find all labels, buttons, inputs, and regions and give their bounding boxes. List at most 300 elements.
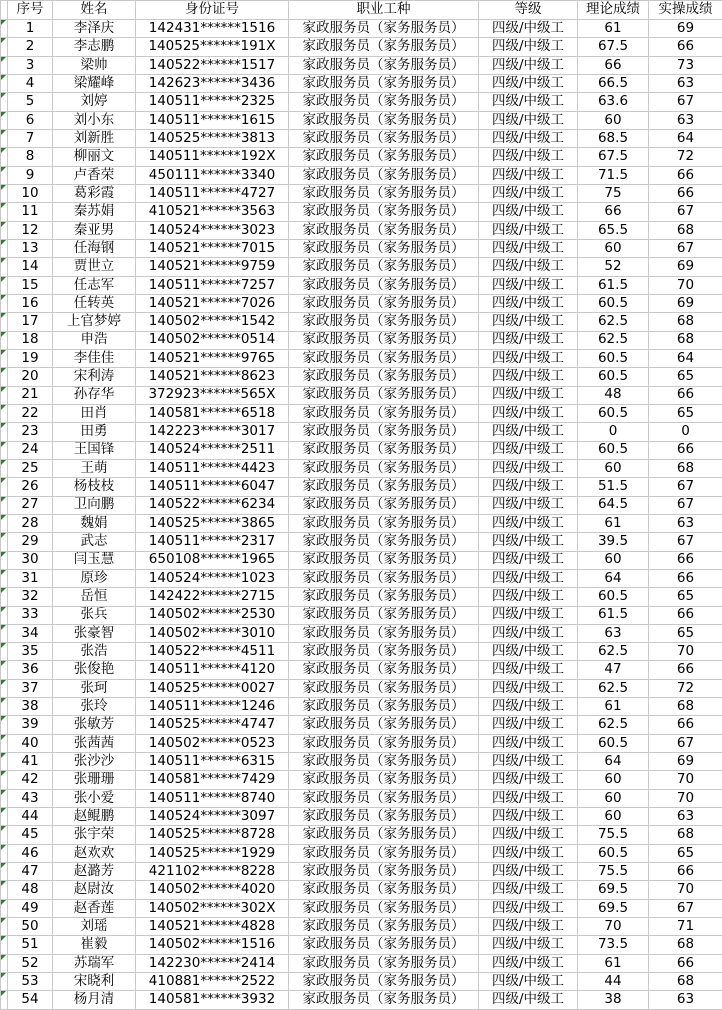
cell-no[interactable]: 27 (8, 496, 53, 514)
cell-theory[interactable]: 61 (578, 514, 649, 532)
cell-no[interactable]: 29 (8, 533, 53, 551)
cell-no[interactable]: 24 (8, 441, 53, 459)
cell-id[interactable]: 140511******6315 (136, 753, 289, 771)
cell-occupation[interactable]: 家政服务员（家务服务员） (289, 533, 479, 551)
cell-id[interactable]: 140521******9759 (136, 258, 289, 276)
cell-occupation[interactable]: 家政服务员（家务服务员） (289, 973, 479, 991)
cell-theory[interactable]: 66 (578, 203, 649, 221)
cell-id[interactable]: 140511******1246 (136, 698, 289, 716)
cell-practical[interactable]: 69 (649, 258, 722, 276)
cell-level[interactable]: 四级/中级工 (479, 331, 578, 349)
cell-theory[interactable]: 75.5 (578, 826, 649, 844)
cell-level[interactable]: 四级/中级工 (479, 588, 578, 606)
cell-occupation[interactable]: 家政服务员（家务服务员） (289, 331, 479, 349)
cell-id[interactable]: 140511******6047 (136, 478, 289, 496)
cell-level[interactable]: 四级/中级工 (479, 606, 578, 624)
cell-id[interactable]: 140521******9765 (136, 349, 289, 367)
cell-level[interactable]: 四级/中级工 (479, 569, 578, 587)
cell-name[interactable]: 梁耀峰 (53, 74, 136, 92)
cell-id[interactable]: 142230******2414 (136, 954, 289, 972)
cell-no[interactable]: 30 (8, 551, 53, 569)
cell-theory[interactable]: 52 (578, 258, 649, 276)
cell-name[interactable]: 赵欢欢 (53, 844, 136, 862)
cell-name[interactable]: 张敏芳 (53, 716, 136, 734)
cell-name[interactable]: 卫向鹏 (53, 496, 136, 514)
cell-practical[interactable]: 66 (649, 954, 722, 972)
cell-occupation[interactable]: 家政服务员（家务服务员） (289, 826, 479, 844)
cell-practical[interactable]: 63 (649, 808, 722, 826)
cell-theory[interactable]: 60.5 (578, 349, 649, 367)
cell-practical[interactable]: 66 (649, 863, 722, 881)
cell-id[interactable]: 140581******6518 (136, 404, 289, 422)
cell-id[interactable]: 140522******6234 (136, 496, 289, 514)
cell-name[interactable]: 张宇荣 (53, 826, 136, 844)
cell-theory[interactable]: 60.5 (578, 844, 649, 862)
cell-practical[interactable]: 68 (649, 973, 722, 991)
cell-theory[interactable]: 61 (578, 698, 649, 716)
cell-id[interactable]: 140502******1516 (136, 936, 289, 954)
cell-name[interactable]: 卢香荣 (53, 166, 136, 184)
cell-level[interactable]: 四级/中级工 (479, 111, 578, 129)
cell-level[interactable]: 四级/中级工 (479, 899, 578, 917)
cell-practical[interactable]: 64 (649, 129, 722, 147)
cell-occupation[interactable]: 家政服务员（家务服务员） (289, 808, 479, 826)
cell-level[interactable]: 四级/中级工 (479, 258, 578, 276)
cell-occupation[interactable]: 家政服务员（家务服务员） (289, 20, 479, 38)
cell-name[interactable]: 张沙沙 (53, 753, 136, 771)
cell-name[interactable]: 张俊艳 (53, 661, 136, 679)
cell-practical[interactable]: 69 (649, 753, 722, 771)
cell-name[interactable]: 刘瑶 (53, 918, 136, 936)
cell-name[interactable]: 贾世立 (53, 258, 136, 276)
cell-theory[interactable]: 73.5 (578, 936, 649, 954)
cell-id[interactable]: 140581******7429 (136, 771, 289, 789)
cell-no[interactable]: 10 (8, 184, 53, 202)
cell-theory[interactable]: 66 (578, 56, 649, 74)
cell-occupation[interactable]: 家政服务员（家务服务员） (289, 294, 479, 312)
cell-practical[interactable]: 66 (649, 166, 722, 184)
cell-level[interactable]: 四级/中级工 (479, 459, 578, 477)
cell-practical[interactable]: 70 (649, 276, 722, 294)
cell-level[interactable]: 四级/中级工 (479, 349, 578, 367)
cell-theory[interactable]: 39.5 (578, 533, 649, 551)
cell-practical[interactable]: 68 (649, 826, 722, 844)
cell-practical[interactable]: 64 (649, 349, 722, 367)
cell-occupation[interactable]: 家政服务员（家务服务员） (289, 918, 479, 936)
cell-level[interactable]: 四级/中级工 (479, 166, 578, 184)
cell-theory[interactable]: 69.5 (578, 881, 649, 899)
cell-occupation[interactable]: 家政服务员（家务服务员） (289, 184, 479, 202)
cell-practical[interactable]: 65 (649, 404, 722, 422)
cell-theory[interactable]: 60 (578, 239, 649, 257)
cell-practical[interactable]: 71 (649, 918, 722, 936)
cell-level[interactable]: 四级/中级工 (479, 734, 578, 752)
cell-name[interactable]: 赵鲲鹏 (53, 808, 136, 826)
cell-id[interactable]: 410881******2522 (136, 973, 289, 991)
cell-occupation[interactable]: 家政服务员（家务服务员） (289, 991, 479, 1009)
cell-theory[interactable]: 62.5 (578, 643, 649, 661)
cell-id[interactable]: 140522******1517 (136, 56, 289, 74)
cell-theory[interactable]: 48 (578, 386, 649, 404)
cell-theory[interactable]: 60.5 (578, 294, 649, 312)
cell-name[interactable]: 武志 (53, 533, 136, 551)
cell-practical[interactable]: 65 (649, 368, 722, 386)
cell-theory[interactable]: 60 (578, 551, 649, 569)
cell-theory[interactable]: 51.5 (578, 478, 649, 496)
cell-practical[interactable]: 67 (649, 496, 722, 514)
cell-occupation[interactable]: 家政服务员（家务服务员） (289, 349, 479, 367)
cell-no[interactable]: 11 (8, 203, 53, 221)
cell-theory[interactable]: 44 (578, 973, 649, 991)
cell-occupation[interactable]: 家政服务员（家务服务员） (289, 624, 479, 642)
cell-no[interactable]: 9 (8, 166, 53, 184)
cell-name[interactable]: 李泽庆 (53, 20, 136, 38)
cell-id[interactable]: 450111******3340 (136, 166, 289, 184)
cell-theory[interactable]: 75 (578, 184, 649, 202)
cell-theory[interactable]: 68.5 (578, 129, 649, 147)
cell-theory[interactable]: 60.5 (578, 588, 649, 606)
cell-no[interactable]: 16 (8, 294, 53, 312)
cell-practical[interactable]: 69 (649, 294, 722, 312)
cell-level[interactable]: 四级/中级工 (479, 533, 578, 551)
cell-no[interactable]: 46 (8, 844, 53, 862)
cell-no[interactable]: 17 (8, 313, 53, 331)
cell-name[interactable]: 葛彩霞 (53, 184, 136, 202)
cell-name[interactable]: 梁帅 (53, 56, 136, 74)
cell-theory[interactable]: 67.5 (578, 38, 649, 56)
cell-id[interactable]: 140502******4020 (136, 881, 289, 899)
cell-id[interactable]: 140521******4828 (136, 918, 289, 936)
cell-occupation[interactable]: 家政服务员（家务服务员） (289, 588, 479, 606)
cell-name[interactable]: 王萌 (53, 459, 136, 477)
cell-name[interactable]: 张兵 (53, 606, 136, 624)
cell-occupation[interactable]: 家政服务员（家务服务员） (289, 954, 479, 972)
cell-level[interactable]: 四级/中级工 (479, 184, 578, 202)
cell-occupation[interactable]: 家政服务员（家务服务员） (289, 56, 479, 74)
cell-occupation[interactable]: 家政服务员（家务服务员） (289, 276, 479, 294)
cell-theory[interactable]: 63 (578, 624, 649, 642)
cell-occupation[interactable]: 家政服务员（家务服务员） (289, 496, 479, 514)
cell-no[interactable]: 33 (8, 606, 53, 624)
cell-level[interactable]: 四级/中级工 (479, 753, 578, 771)
cell-id[interactable]: 421102******8228 (136, 863, 289, 881)
cell-no[interactable]: 43 (8, 789, 53, 807)
cell-no[interactable]: 5 (8, 93, 53, 111)
cell-no[interactable]: 23 (8, 423, 53, 441)
cell-theory[interactable]: 60.5 (578, 368, 649, 386)
cell-no[interactable]: 53 (8, 973, 53, 991)
cell-name[interactable]: 张珊珊 (53, 771, 136, 789)
cell-occupation[interactable]: 家政服务员（家务服务员） (289, 863, 479, 881)
cell-occupation[interactable]: 家政服务员（家务服务员） (289, 239, 479, 257)
cell-occupation[interactable]: 家政服务员（家务服务员） (289, 661, 479, 679)
cell-level[interactable]: 四级/中级工 (479, 74, 578, 92)
cell-theory[interactable]: 60.5 (578, 404, 649, 422)
cell-no[interactable]: 52 (8, 954, 53, 972)
cell-id[interactable]: 140511******4423 (136, 459, 289, 477)
cell-practical[interactable]: 67 (649, 899, 722, 917)
cell-level[interactable]: 四级/中级工 (479, 698, 578, 716)
cell-theory[interactable]: 71.5 (578, 166, 649, 184)
cell-level[interactable]: 四级/中级工 (479, 423, 578, 441)
cell-id[interactable]: 140511******4727 (136, 184, 289, 202)
cell-level[interactable]: 四级/中级工 (479, 808, 578, 826)
cell-theory[interactable]: 62.5 (578, 313, 649, 331)
cell-practical[interactable]: 70 (649, 771, 722, 789)
cell-name[interactable]: 任海钢 (53, 239, 136, 257)
cell-level[interactable]: 四级/中级工 (479, 771, 578, 789)
cell-theory[interactable]: 75.5 (578, 863, 649, 881)
cell-practical[interactable]: 67 (649, 239, 722, 257)
cell-id[interactable]: 140502******1542 (136, 313, 289, 331)
cell-name[interactable]: 杨枝枝 (53, 478, 136, 496)
cell-no[interactable]: 45 (8, 826, 53, 844)
cell-no[interactable]: 28 (8, 514, 53, 532)
cell-level[interactable]: 四级/中级工 (479, 203, 578, 221)
cell-practical[interactable]: 63 (649, 74, 722, 92)
cell-no[interactable]: 49 (8, 899, 53, 917)
cell-theory[interactable]: 62.5 (578, 331, 649, 349)
cell-practical[interactable]: 65 (649, 588, 722, 606)
cell-theory[interactable]: 61 (578, 954, 649, 972)
cell-practical[interactable]: 67 (649, 533, 722, 551)
cell-name[interactable]: 上官梦婷 (53, 313, 136, 331)
cell-id[interactable]: 140502******2530 (136, 606, 289, 624)
cell-no[interactable]: 7 (8, 129, 53, 147)
cell-name[interactable]: 柳丽文 (53, 148, 136, 166)
cell-no[interactable]: 48 (8, 881, 53, 899)
cell-level[interactable]: 四级/中级工 (479, 936, 578, 954)
cell-practical[interactable]: 70 (649, 643, 722, 661)
cell-id[interactable]: 140521******7026 (136, 294, 289, 312)
cell-practical[interactable]: 68 (649, 331, 722, 349)
cell-occupation[interactable]: 家政服务员（家务服务员） (289, 698, 479, 716)
cell-no[interactable]: 32 (8, 588, 53, 606)
cell-occupation[interactable]: 家政服务员（家务服务员） (289, 716, 479, 734)
cell-name[interactable]: 宋晓利 (53, 973, 136, 991)
cell-name[interactable]: 王国锋 (53, 441, 136, 459)
cell-theory[interactable]: 0 (578, 423, 649, 441)
cell-id[interactable]: 372923******565X (136, 386, 289, 404)
cell-no[interactable]: 40 (8, 734, 53, 752)
cell-occupation[interactable]: 家政服务员（家务服务员） (289, 844, 479, 862)
cell-practical[interactable]: 66 (649, 606, 722, 624)
cell-practical[interactable]: 65 (649, 624, 722, 642)
cell-occupation[interactable]: 家政服务员（家务服务员） (289, 753, 479, 771)
cell-level[interactable]: 四级/中级工 (479, 148, 578, 166)
cell-occupation[interactable]: 家政服务员（家务服务员） (289, 441, 479, 459)
cell-level[interactable]: 四级/中级工 (479, 386, 578, 404)
cell-id[interactable]: 140525******4747 (136, 716, 289, 734)
cell-name[interactable]: 刘新胜 (53, 129, 136, 147)
cell-name[interactable]: 宋利涛 (53, 368, 136, 386)
cell-theory[interactable]: 60 (578, 771, 649, 789)
cell-name[interactable]: 任志军 (53, 276, 136, 294)
cell-occupation[interactable]: 家政服务员（家务服务员） (289, 606, 479, 624)
cell-name[interactable]: 闫玉慧 (53, 551, 136, 569)
cell-id[interactable]: 140511******192X (136, 148, 289, 166)
cell-level[interactable]: 四级/中级工 (479, 221, 578, 239)
cell-theory[interactable]: 70 (578, 918, 649, 936)
cell-id[interactable]: 140511******1615 (136, 111, 289, 129)
cell-no[interactable]: 31 (8, 569, 53, 587)
cell-no[interactable]: 41 (8, 753, 53, 771)
cell-occupation[interactable]: 家政服务员（家务服务员） (289, 643, 479, 661)
cell-level[interactable]: 四级/中级工 (479, 991, 578, 1009)
cell-name[interactable]: 孙存华 (53, 386, 136, 404)
cell-practical[interactable]: 70 (649, 789, 722, 807)
cell-practical[interactable]: 65 (649, 844, 722, 862)
cell-level[interactable]: 四级/中级工 (479, 954, 578, 972)
cell-id[interactable]: 140502******0523 (136, 734, 289, 752)
cell-occupation[interactable]: 家政服务员（家务服务员） (289, 166, 479, 184)
cell-theory[interactable]: 60.5 (578, 441, 649, 459)
cell-level[interactable]: 四级/中级工 (479, 863, 578, 881)
cell-theory[interactable]: 60 (578, 111, 649, 129)
cell-no[interactable]: 14 (8, 258, 53, 276)
cell-level[interactable]: 四级/中级工 (479, 624, 578, 642)
cell-id[interactable]: 140522******4511 (136, 643, 289, 661)
cell-id[interactable]: 140521******7015 (136, 239, 289, 257)
cell-practical[interactable]: 68 (649, 221, 722, 239)
cell-occupation[interactable]: 家政服务员（家务服务员） (289, 93, 479, 111)
cell-id[interactable]: 140525******3813 (136, 129, 289, 147)
cell-occupation[interactable]: 家政服务员（家务服务员） (289, 74, 479, 92)
cell-practical[interactable]: 66 (649, 551, 722, 569)
cell-occupation[interactable]: 家政服务员（家务服务员） (289, 423, 479, 441)
cell-no[interactable]: 4 (8, 74, 53, 92)
cell-name[interactable]: 刘小东 (53, 111, 136, 129)
cell-no[interactable]: 21 (8, 386, 53, 404)
cell-theory[interactable]: 47 (578, 661, 649, 679)
cell-name[interactable]: 秦苏娟 (53, 203, 136, 221)
cell-name[interactable]: 刘婷 (53, 93, 136, 111)
cell-theory[interactable]: 69.5 (578, 899, 649, 917)
cell-name[interactable]: 申浩 (53, 331, 136, 349)
cell-no[interactable]: 36 (8, 661, 53, 679)
cell-id[interactable]: 140511******2325 (136, 93, 289, 111)
cell-id[interactable]: 410521******3563 (136, 203, 289, 221)
cell-no[interactable]: 15 (8, 276, 53, 294)
cell-occupation[interactable]: 家政服务员（家务服务员） (289, 514, 479, 532)
cell-theory[interactable]: 64.5 (578, 496, 649, 514)
cell-theory[interactable]: 64 (578, 569, 649, 587)
cell-id[interactable]: 140511******8740 (136, 789, 289, 807)
cell-name[interactable]: 田肖 (53, 404, 136, 422)
cell-practical[interactable]: 68 (649, 313, 722, 331)
cell-id[interactable]: 650108******1965 (136, 551, 289, 569)
cell-no[interactable]: 6 (8, 111, 53, 129)
cell-practical[interactable]: 72 (649, 679, 722, 697)
cell-practical[interactable]: 66 (649, 38, 722, 56)
cell-level[interactable]: 四级/中级工 (479, 129, 578, 147)
cell-occupation[interactable]: 家政服务员（家务服务员） (289, 38, 479, 56)
cell-theory[interactable]: 38 (578, 991, 649, 1009)
cell-occupation[interactable]: 家政服务员（家务服务员） (289, 129, 479, 147)
cell-level[interactable]: 四级/中级工 (479, 514, 578, 532)
cell-name[interactable]: 崔毅 (53, 936, 136, 954)
cell-practical[interactable]: 67 (649, 734, 722, 752)
cell-occupation[interactable]: 家政服务员（家务服务员） (289, 569, 479, 587)
cell-id[interactable]: 140502******0514 (136, 331, 289, 349)
cell-no[interactable]: 19 (8, 349, 53, 367)
cell-id[interactable]: 142422******2715 (136, 588, 289, 606)
cell-practical[interactable]: 0 (649, 423, 722, 441)
cell-no[interactable]: 20 (8, 368, 53, 386)
cell-no[interactable]: 2 (8, 38, 53, 56)
cell-theory[interactable]: 64 (578, 753, 649, 771)
cell-practical[interactable]: 73 (649, 56, 722, 74)
cell-id[interactable]: 142223******3017 (136, 423, 289, 441)
cell-name[interactable]: 秦亚男 (53, 221, 136, 239)
cell-no[interactable]: 38 (8, 698, 53, 716)
cell-name[interactable]: 魏娟 (53, 514, 136, 532)
cell-name[interactable]: 岳恒 (53, 588, 136, 606)
cell-id[interactable]: 140511******4120 (136, 661, 289, 679)
cell-no[interactable]: 50 (8, 918, 53, 936)
cell-level[interactable]: 四级/中级工 (479, 826, 578, 844)
cell-no[interactable]: 51 (8, 936, 53, 954)
cell-id[interactable]: 142623******3436 (136, 74, 289, 92)
cell-name[interactable]: 李志鹏 (53, 38, 136, 56)
cell-theory[interactable]: 65.5 (578, 221, 649, 239)
cell-practical[interactable]: 67 (649, 478, 722, 496)
cell-occupation[interactable]: 家政服务员（家务服务员） (289, 221, 479, 239)
cell-practical[interactable]: 68 (649, 459, 722, 477)
cell-id[interactable]: 140525******8728 (136, 826, 289, 844)
cell-practical[interactable]: 68 (649, 698, 722, 716)
cell-level[interactable]: 四级/中级工 (479, 404, 578, 422)
cell-name[interactable]: 赵潞芳 (53, 863, 136, 881)
cell-no[interactable]: 25 (8, 459, 53, 477)
cell-theory[interactable]: 60 (578, 459, 649, 477)
cell-name[interactable]: 苏瑞军 (53, 954, 136, 972)
cell-no[interactable]: 8 (8, 148, 53, 166)
cell-level[interactable]: 四级/中级工 (479, 789, 578, 807)
cell-theory[interactable]: 61.5 (578, 606, 649, 624)
cell-occupation[interactable]: 家政服务员（家务服务员） (289, 148, 479, 166)
cell-level[interactable]: 四级/中级工 (479, 56, 578, 74)
cell-no[interactable]: 12 (8, 221, 53, 239)
cell-theory[interactable]: 60 (578, 789, 649, 807)
cell-theory[interactable]: 62.5 (578, 716, 649, 734)
cell-id[interactable]: 140511******7257 (136, 276, 289, 294)
cell-no[interactable]: 13 (8, 239, 53, 257)
cell-level[interactable]: 四级/中级工 (479, 881, 578, 899)
cell-name[interactable]: 张浩 (53, 643, 136, 661)
cell-no[interactable]: 47 (8, 863, 53, 881)
cell-level[interactable]: 四级/中级工 (479, 38, 578, 56)
cell-id[interactable]: 140525******191X (136, 38, 289, 56)
cell-no[interactable]: 35 (8, 643, 53, 661)
cell-level[interactable]: 四级/中级工 (479, 716, 578, 734)
cell-no[interactable]: 3 (8, 56, 53, 74)
cell-level[interactable]: 四级/中级工 (479, 679, 578, 697)
cell-name[interactable]: 杨月清 (53, 991, 136, 1009)
cell-id[interactable]: 140524******3023 (136, 221, 289, 239)
cell-theory[interactable]: 60 (578, 808, 649, 826)
cell-theory[interactable]: 61 (578, 20, 649, 38)
cell-practical[interactable]: 66 (649, 661, 722, 679)
cell-occupation[interactable]: 家政服务员（家务服务员） (289, 881, 479, 899)
cell-id[interactable]: 140525******0027 (136, 679, 289, 697)
cell-no[interactable]: 18 (8, 331, 53, 349)
cell-name[interactable]: 张小爱 (53, 789, 136, 807)
cell-practical[interactable]: 66 (649, 716, 722, 734)
cell-occupation[interactable]: 家政服务员（家务服务员） (289, 734, 479, 752)
cell-no[interactable]: 42 (8, 771, 53, 789)
cell-practical[interactable]: 63 (649, 111, 722, 129)
